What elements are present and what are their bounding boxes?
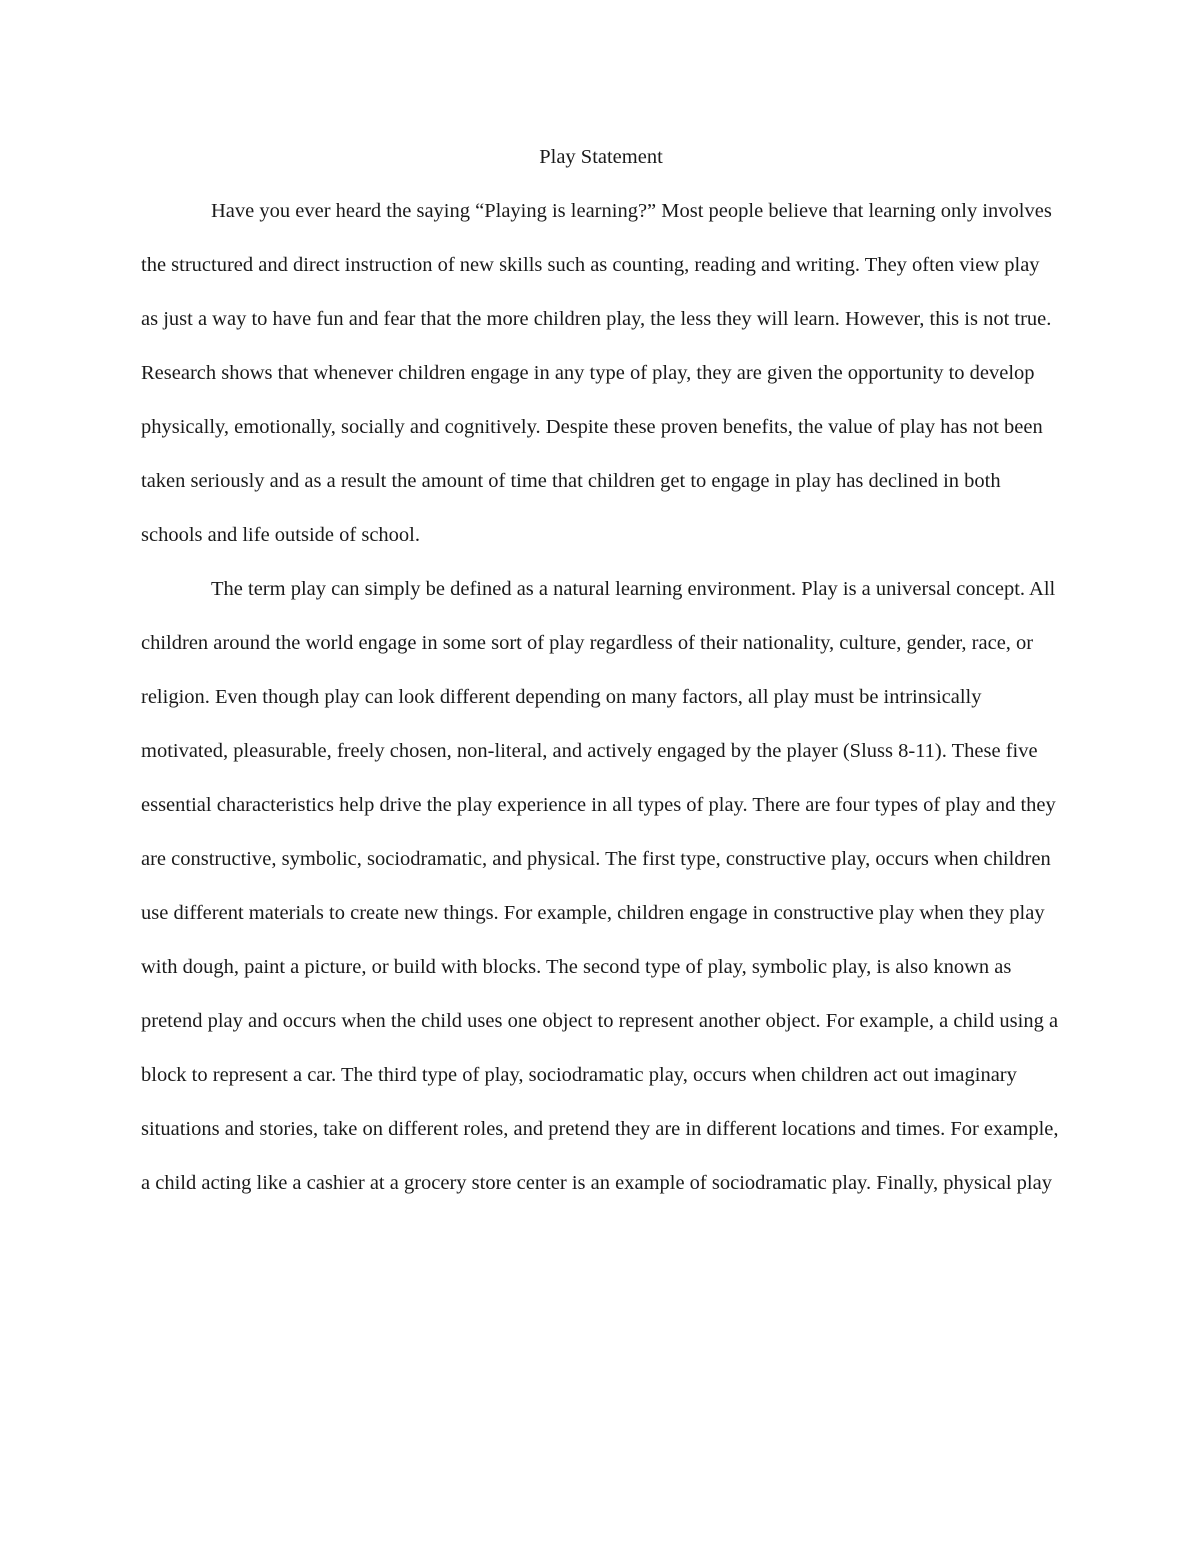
paragraph-definition: The term play can simply be defined as a natural learning environment. Play is a universal concept. All children around the world engage in some sort of play regardless of their nationality, culture, gender, race, or religion. Even though play can look different depending on many factors, all play must be intrinsically motivated, pleasurable, freely chosen, non-literal, and actively engaged by the player (Sluss 8-11). These five essential characteristics help drive the play experience in all types of play. There are four types of play and they are constructive, symbolic, sociodramatic, and physical. The first type, constructive play, occurs when children use different materials to create new things. For example, children engage in constructive play when they play with dough, paint a picture, or build with blocks. The second type of play, symbolic play, is also known as pretend play and occurs when the child uses one object to represent another object. For example, a child using a block to represent a car. The third type of play, sociodramatic play, occurs when children act out imaginary situations and stories, take on different roles, and pretend they are in different locations and times. For example, a child acting like a cashier at a grocery store center is an example of sociodramatic play. Finally, physical play (141, 578, 1059, 1194)
document-title: Play Statement (539, 146, 663, 168)
paragraph-intro: Have you ever heard the saying “Playing is learning?” Most people believe that learning only involves the structured and direct instruction of new skills such as counting, reading and writing. They often view play as just a way to have fun and fear that the more children play, the less they will learn. However, this is not true. Research shows that whenever children engage in any type of play, they are given the opportunity to develop physically, emotionally, socially and cognitively. Despite these proven benefits, the value of play has not been taken seriously and as a result the amount of time that children get to engage in play has declined in both schools and life outside of school. (141, 200, 1052, 546)
document-body (141, 130, 1061, 1210)
